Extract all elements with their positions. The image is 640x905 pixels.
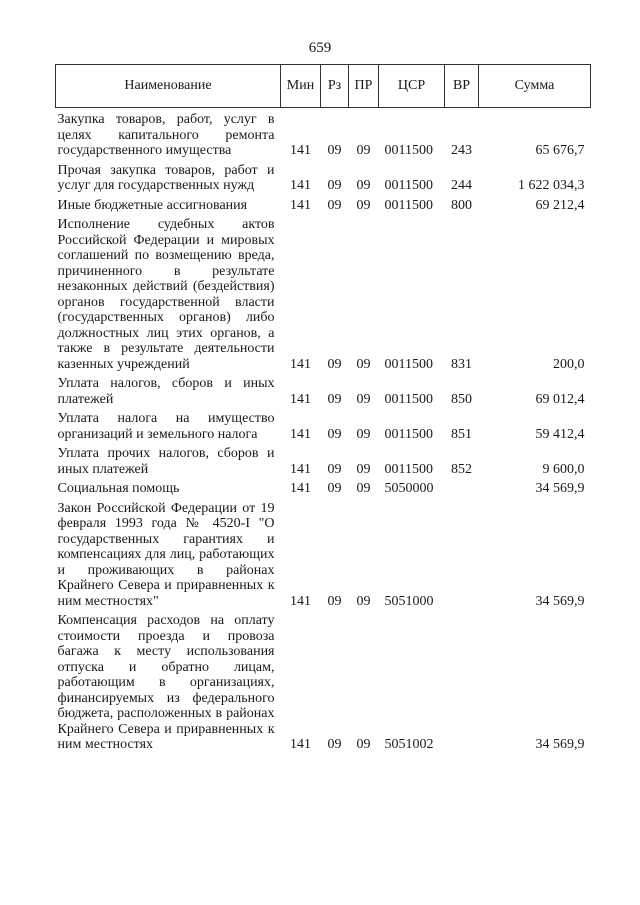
row-min: 141: [290, 593, 311, 609]
row-sum: 69 012,4: [535, 391, 585, 407]
row-name: Исполнение судебных актов Российской Федерации и мировых соглашений по возмещению вреда, причиненного в результате незаконных действий (бездействия) органов государственной власти (государственных органов) либо должностных лиц этих органов, а также в результате деятельности казенных учреждений: [57, 217, 275, 372]
row-name: Иные бюджетные ассигнования: [57, 197, 248, 213]
table-row: [56, 159, 591, 194]
row-pr: 09: [356, 391, 371, 407]
column-header-rz: Рз: [321, 65, 349, 108]
row-name: Социальная помощь: [57, 481, 180, 496]
row-csr: 5051000: [384, 593, 434, 609]
row-csr: 0011500: [384, 426, 433, 442]
row-name: Уплата налогов, сборов и иных платежей: [57, 376, 275, 407]
row-rz: 09: [327, 461, 342, 477]
row-pr: 09: [356, 178, 371, 193]
row-rz: 09: [327, 426, 342, 442]
row-csr: 0011500: [384, 356, 433, 372]
table-row: [56, 442, 591, 477]
row-rz: 09: [327, 197, 342, 213]
table-row: [56, 497, 591, 610]
row-sum: 34 569,9: [535, 593, 585, 609]
row-sum: 34 569,9: [535, 481, 585, 496]
page-number: 659: [308, 40, 332, 56]
row-csr: 5050000: [384, 481, 434, 496]
row-min: 141: [290, 737, 311, 752]
column-header-min: Мин: [281, 65, 321, 108]
row-pr: 09: [356, 461, 371, 477]
column-header-pr: ПР: [349, 65, 379, 108]
row-csr: 0011500: [384, 461, 433, 477]
row-csr: 0011500: [384, 197, 433, 213]
table-row: [56, 477, 591, 497]
row-vr: 243: [451, 143, 472, 158]
row-min: 141: [290, 356, 311, 372]
row-vr: [445, 477, 479, 497]
row-sum: 65 676,7: [535, 143, 585, 158]
row-name: Уплата налога на имущество организаций и земельного налога: [57, 411, 275, 442]
column-header-vr: ВР: [445, 65, 479, 108]
row-rz: 09: [327, 737, 342, 752]
table-header-row: [56, 65, 591, 108]
row-pr: 09: [356, 481, 371, 496]
table-row: [56, 407, 591, 442]
row-name: Закупка товаров, работ, услуг в целях капитального ремонта государственного имущества: [57, 112, 275, 158]
row-pr: 09: [356, 197, 371, 213]
table-row: [56, 609, 591, 753]
table-row: [56, 108, 591, 159]
row-pr: 09: [356, 593, 371, 609]
row-rz: 09: [327, 391, 342, 407]
column-header-sum: Сумма: [479, 65, 591, 108]
column-header-csr: ЦСР: [379, 65, 445, 108]
row-sum: 34 569,9: [535, 737, 585, 752]
row-vr: 831: [451, 356, 472, 372]
row-sum: 59 412,4: [535, 426, 585, 442]
row-sum: 200,0: [553, 356, 585, 372]
row-min: 141: [290, 481, 311, 496]
row-name: Прочая закупка товаров, работ и услуг для государственных нужд: [57, 162, 275, 193]
row-sum: 9 600,0: [542, 461, 585, 477]
row-vr: [445, 609, 479, 753]
row-min: 141: [290, 391, 311, 407]
row-vr: 850: [451, 391, 472, 407]
row-name: Закон Российской Федерации от 19 февраля 1993 года № 4520-I "О государственных гарантиях и компенсациях для лиц, работающих и проживающих в районах Крайнего Севера и приравненных к ним местностях": [57, 500, 275, 609]
row-min: 141: [290, 461, 311, 477]
row-rz: 09: [327, 356, 342, 372]
row-csr: 0011500: [384, 143, 433, 158]
row-vr: [445, 497, 479, 610]
row-vr: 800: [451, 197, 472, 213]
row-name: Уплата прочих налогов, сборов и иных платежей: [57, 446, 275, 477]
row-rz: 09: [327, 178, 342, 193]
row-min: 141: [290, 143, 311, 158]
row-rz: 09: [327, 481, 342, 496]
row-pr: 09: [356, 143, 371, 158]
table-row: [56, 194, 591, 214]
table-row: [56, 213, 591, 372]
row-vr: 244: [451, 178, 472, 193]
row-sum: 69 212,4: [535, 197, 585, 213]
row-vr: 851: [451, 426, 472, 442]
row-pr: 09: [356, 426, 371, 442]
row-rz: 09: [327, 593, 342, 609]
row-csr: 0011500: [384, 391, 433, 407]
column-header-name: Наименование: [56, 65, 281, 108]
row-vr: 852: [451, 461, 472, 477]
row-pr: 09: [356, 737, 371, 752]
row-rz: 09: [327, 143, 342, 158]
row-name: Компенсация расходов на оплату стоимости проезда и провоза багажа к месту использования отпуска и обратно лицам, работающим в организациях, финансируемых из федерального бюджета, расположенных в районах Крайнего Севера и приравненных к ним местностях: [57, 613, 275, 752]
row-min: 141: [290, 426, 311, 442]
table-row: [56, 372, 591, 407]
budget-table: [55, 64, 591, 753]
row-csr: 0011500: [384, 178, 433, 193]
row-min: 141: [290, 178, 311, 193]
row-min: 141: [290, 197, 311, 213]
row-pr: 09: [356, 356, 371, 372]
row-sum: 1 622 034,3: [518, 178, 585, 193]
row-csr: 5051002: [384, 737, 434, 752]
